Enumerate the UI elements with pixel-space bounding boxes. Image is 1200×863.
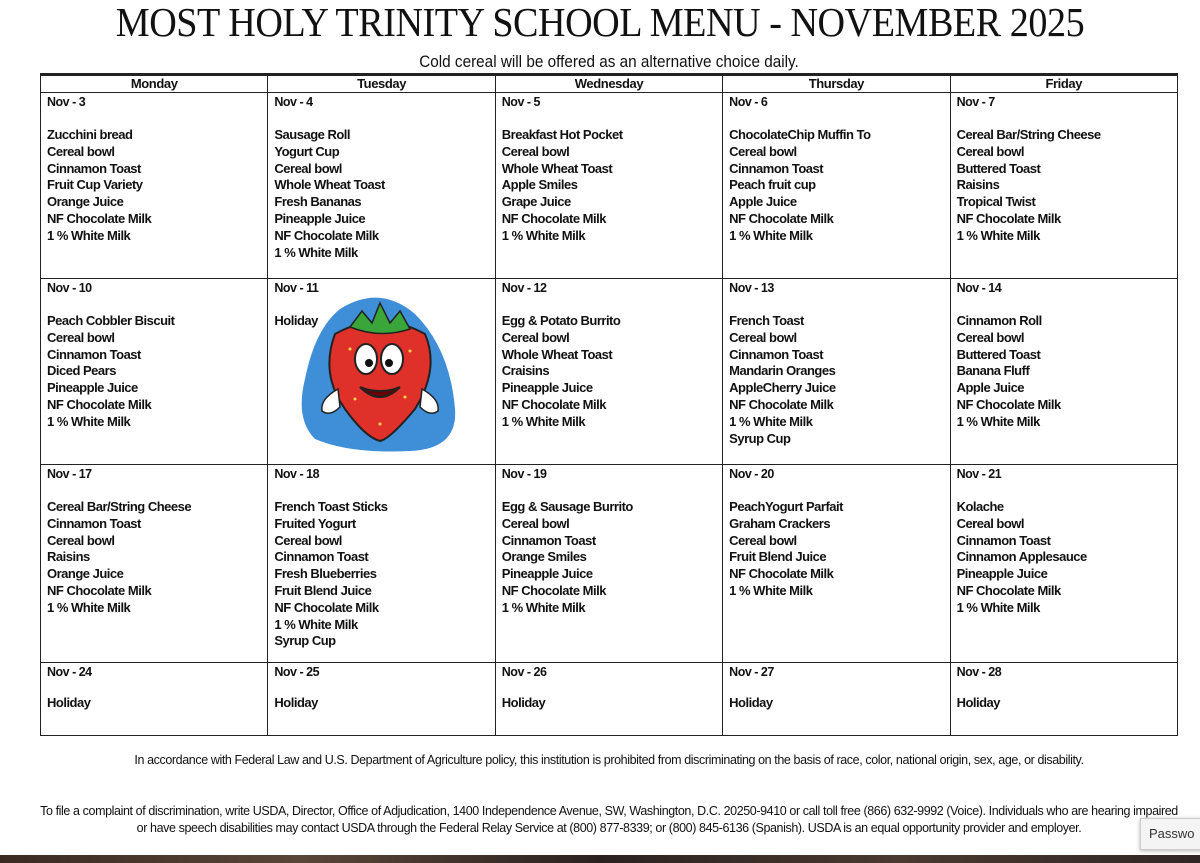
date-label: Nov - 18 [274,467,320,481]
date-label: Nov - 26 [501,665,547,679]
menu-item: Cereal bowl [729,532,797,548]
menu-table [40,73,1178,736]
date-label: Nov - 6 [729,95,768,109]
menu-items [502,695,716,712]
menu-item: 1 % White Milk [501,413,586,429]
week-row [41,279,1178,465]
menu-item: Pineapple Juice [274,210,366,226]
day-header-friday: Friday [950,75,1177,93]
date-label: Nov - 13 [729,281,774,295]
menu-item: 1 % White Milk [274,616,358,632]
day-cell [268,279,495,465]
menu-item: Cereal bowl [501,515,570,531]
day-cell [268,93,495,279]
menu-item: Holiday [274,695,318,710]
menu-item: Craisins [501,363,550,379]
menu-item: Pineapple Juice [501,566,593,582]
menu-item: Buttered Toast [956,160,1041,176]
day-cell [495,93,722,279]
menu-item: Graham Crackers [729,515,831,531]
page-title: MOST HOLY TRINITY SCHOOL MENU - NOVEMBER 2025 [115,0,1085,45]
date-label: Nov - 28 [956,665,1002,679]
date-label: Nov - 11 [274,281,319,295]
menu-item: 1 % White Milk [47,599,131,615]
menu-item: Egg & Sausage Burrito [501,499,633,514]
menu-items [502,499,716,617]
menu-item: Whole Wheat Toast [501,346,613,362]
date-label: Nov - 21 [956,467,1002,481]
menu-item: Raisins [956,177,1000,193]
menu-item: Cereal bowl [274,532,342,548]
day-cell [41,465,268,663]
day-cell [723,663,950,736]
menu-items [957,695,1171,712]
menu-item: Raisins [47,549,90,565]
menu-item: Pineapple Juice [47,380,138,396]
menu-item: AppleCherry Juice [729,380,836,396]
menu-item: Whole Wheat Toast [501,160,613,176]
menu-item: 1 % White Milk [47,413,131,429]
menu-item: 1 % White Milk [729,227,813,243]
menu-items [957,127,1171,245]
complaint-statement: To file a complaint of discrimination, write USDA, Director, Office of Adjudication, 1400 Independence Avenue, SW, Washington, D.C. 20250-9410 or call toll free (866) 632-9992 (Voice). Individuals who are hearing impaired or have speech disabilities may contact USDA through the Federal Relay Service at (800) 877-8339; or (800) 845-6136 (Spanish). USDA is an equal opportunity provider and employer. [40,804,1178,835]
password-tooltip[interactable]: Passwo [1140,818,1200,850]
date-label: Nov - 10 [47,281,92,295]
menu-items [729,127,943,245]
menu-item: 1 % White Milk [47,227,131,243]
menu-item: 1 % White Milk [956,413,1040,429]
menu-item: Cinnamon Toast [729,346,824,362]
menu-item: Cinnamon Roll [956,313,1042,328]
day-cell [723,279,950,465]
date-label: Nov - 14 [956,281,1002,295]
day-cell [950,93,1177,279]
menu-item: Fruit Blend Juice [274,582,372,598]
menu-item: Apple Juice [729,194,797,210]
menu-item: Holiday [47,695,91,710]
menu-items [729,313,943,447]
date-label: Nov - 19 [501,467,547,481]
subtitle: Cold cereal will be offered as an alternative choice daily. [419,52,799,71]
menu-item: NF Chocolate Milk [274,599,379,615]
menu-item: 1 % White Milk [956,599,1040,615]
background-strip [0,855,1200,863]
menu-item: Peach Cobbler Biscuit [47,313,175,328]
menu-item: NF Chocolate Milk [729,210,834,226]
menu-item: Cereal bowl [501,143,570,159]
day-cell [950,465,1177,663]
menu-item: Holiday [956,695,1001,710]
week-row [41,93,1178,279]
menu-item: PeachYogurt Parfait [729,499,843,514]
week-row [41,465,1178,663]
menu-item: Pineapple Juice [501,380,593,396]
menu-item: Holiday [729,695,773,710]
menu-item: Peach fruit cup [729,177,816,193]
day-header-tuesday: Tuesday [268,75,495,93]
menu-item: Orange Juice [47,566,124,582]
menu-items [47,695,261,712]
menu-items [957,313,1171,431]
menu-item: French Toast [729,313,804,328]
menu-items [274,499,488,650]
day-header-wednesday: Wednesday [495,75,722,93]
menu-item: Orange Juice [47,194,124,210]
menu-item: Diced Pears [47,363,116,379]
menu-item: NF Chocolate Milk [47,210,152,226]
menu-item: Cereal bowl [956,515,1025,531]
menu-item: Cinnamon Toast [729,160,824,176]
menu-item: Apple Juice [956,380,1025,396]
date-label: Nov - 27 [729,665,774,679]
menu-items [47,499,261,617]
menu-item: NF Chocolate Milk [956,582,1061,598]
day-cell [495,279,722,465]
menu-item: NF Chocolate Milk [501,210,606,226]
day-header-thursday: Thursday [723,75,950,93]
menu-items [47,127,261,245]
day-cell [495,663,722,736]
menu-item: Holiday [274,313,318,328]
menu-item: NF Chocolate Milk [274,227,379,243]
menu-item: Sausage Roll [274,127,351,142]
menu-item: Syrup Cup [274,633,336,649]
menu-item: Mandarin Oranges [729,363,836,379]
day-cell [950,663,1177,736]
date-label: Nov - 5 [501,95,540,109]
menu-items [502,313,716,431]
date-label: Nov - 24 [47,665,92,679]
menu-item: Cinnamon Toast [501,532,596,548]
menu-item: Cereal bowl [47,532,115,548]
menu-item: Zucchini bread [47,127,133,142]
menu-item: Cereal bowl [47,143,115,159]
menu-item: Cereal bowl [729,329,797,345]
menu-item: NF Chocolate Milk [47,396,152,412]
menu-item: NF Chocolate Milk [956,396,1061,412]
menu-item: Fruit Blend Juice [729,549,827,565]
menu-item: NF Chocolate Milk [501,396,606,412]
menu-items [47,313,261,431]
menu-item: Cinnamon Toast [47,346,141,362]
menu-item: Cinnamon Toast [47,515,141,531]
menu-item: Yogurt Cup [274,143,340,159]
date-label: Nov - 3 [47,95,86,109]
menu-item: ChocolateChip Muffin To [729,127,871,142]
menu-item: Whole Wheat Toast [274,177,385,193]
menu-item: NF Chocolate Milk [729,566,834,582]
day-cell [723,93,950,279]
menu-item: 1 % White Milk [501,599,586,615]
menu-item: Fruit Cup Variety [47,177,143,193]
menu-item: Fresh Bananas [274,194,362,210]
date-label: Nov - 4 [274,95,313,109]
menu-item: Kolache [956,499,1004,514]
menu-item: Cinnamon Applesauce [956,549,1087,565]
date-label: Nov - 25 [274,665,320,679]
date-label: Nov - 7 [956,95,995,109]
date-label: Nov - 20 [729,467,774,481]
menu-item: Cereal Bar/String Cheese [956,127,1101,142]
menu-item: Syrup Cup [729,430,791,446]
menu-item: Grape Juice [501,194,571,210]
menu-item: 1 % White Milk [501,227,586,243]
nondiscrimination-statement: In accordance with Federal Law and U.S. Department of Agriculture policy, this institution is prohibited from discriminating on the basis of race, color, national origin, sex, age, or disability. [134,753,1084,767]
menu-item: Cereal bowl [729,143,797,159]
menu-item: Cereal bowl [47,329,115,345]
menu-item: Holiday [501,695,546,710]
menu-item: Pineapple Juice [956,566,1048,582]
menu-item: NF Chocolate Milk [729,396,834,412]
menu-item: 1 % White Milk [274,244,358,260]
menu-item: 1 % White Milk [729,582,813,598]
menu-items [274,127,488,261]
strawberry-mascot-image [300,289,460,454]
day-cell [495,465,722,663]
menu-item: NF Chocolate Milk [47,582,152,598]
menu-items [729,499,943,600]
menu-items [502,127,716,245]
menu-item: Apple Smiles [501,177,578,193]
day-cell [268,465,495,663]
day-header-monday: Monday [41,75,268,93]
menu-item: French Toast Sticks [274,499,388,514]
menu-item: Cereal Bar/String Cheese [47,499,192,514]
menu-item: Cereal bowl [956,143,1025,159]
day-cell [268,663,495,736]
day-cell [41,93,268,279]
menu-item: 1 % White Milk [729,413,813,429]
menu-item: Fresh Blueberries [274,566,377,582]
menu-item: Orange Smiles [501,549,587,565]
menu-item: NF Chocolate Milk [501,582,606,598]
menu-item: NF Chocolate Milk [956,210,1061,226]
menu-item: Cinnamon Toast [956,532,1051,548]
day-cell [41,663,268,736]
day-cell [950,279,1177,465]
day-cell [723,465,950,663]
menu-item: Cereal bowl [956,329,1025,345]
menu-item: Cereal bowl [274,160,342,176]
menu-item: Egg & Potato Burrito [501,313,621,328]
date-label: Nov - 17 [47,467,92,481]
menu-item: Buttered Toast [956,346,1041,362]
menu-items [729,695,943,712]
menu-item: Fruited Yogurt [274,515,356,531]
week-row [41,663,1178,736]
menu-items [957,499,1171,617]
date-label: Nov - 12 [501,281,547,295]
menu-item: Cinnamon Toast [47,160,141,176]
menu-item: Tropical Twist [956,194,1036,210]
menu-items [274,695,488,712]
menu-item: 1 % White Milk [956,227,1040,243]
menu-item: Cereal bowl [501,329,570,345]
menu-item: Banana Fluff [956,363,1030,379]
menu-item: Breakfast Hot Pocket [501,127,623,142]
day-cell [41,279,268,465]
menu-item: Cinnamon Toast [274,549,369,565]
